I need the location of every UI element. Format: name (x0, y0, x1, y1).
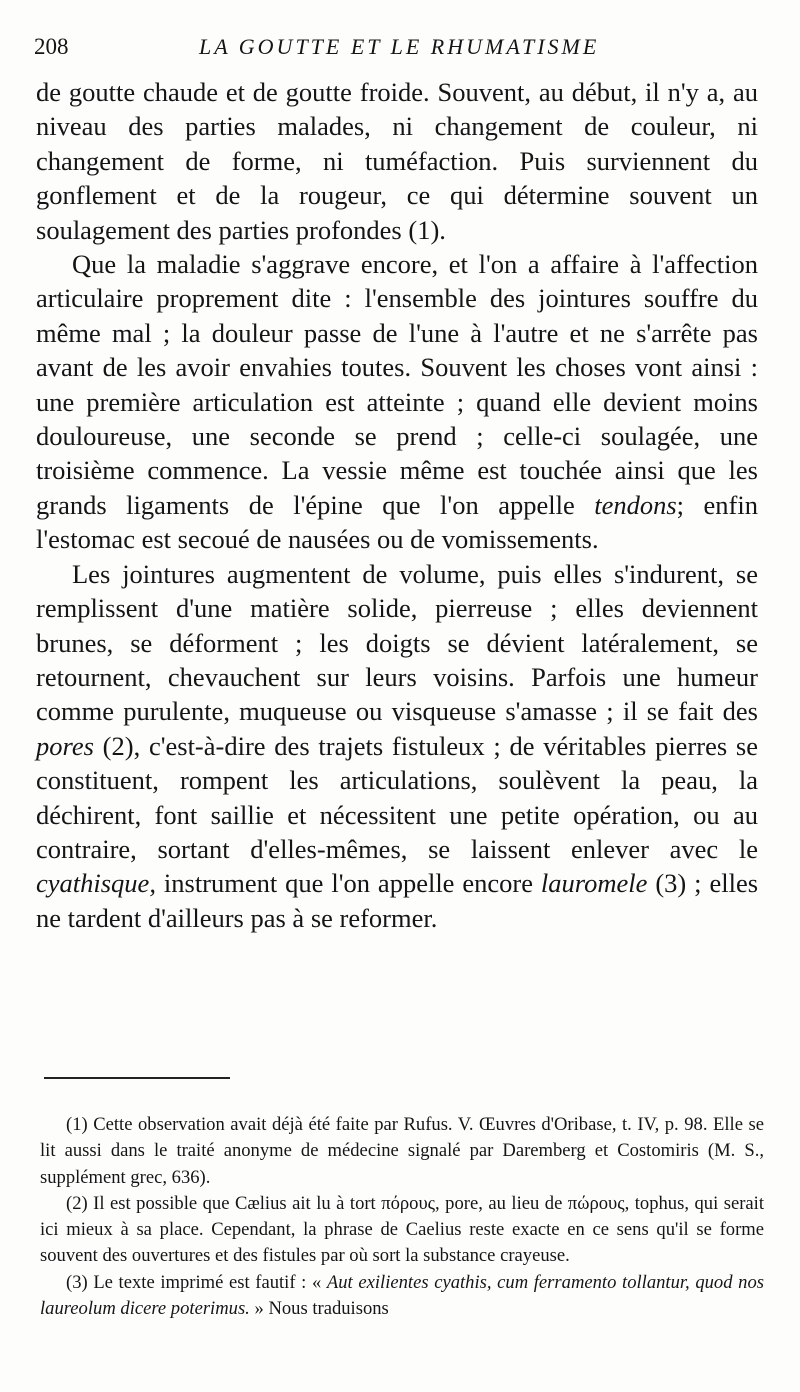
term-cyathisque: cyathisque, (36, 868, 156, 899)
footnote-3-latin: Aut exilientes cyathis, cum ferramento tollantur, quod nos laureolum dicere poterimus. (40, 1271, 764, 1320)
term-pores: pores (36, 730, 94, 761)
footnotes (40, 1112, 764, 1322)
footnote-3-text-a: (3) Le texte imprimé est fautif : « (66, 1271, 322, 1293)
footnote-1: (1) Cette observation avait déjà été faite par Rufus. V. Œuvres d'Oribase, t. IV, p. 98. Elle se lit aussi dans le traité anonyme de médecine signalé par Daremberg et Costomiris (M. S., supplément grec, 636). (40, 1114, 764, 1188)
term-lauromele: lauromele (540, 868, 648, 899)
running-head (34, 28, 774, 68)
term-tendons: tendons (594, 489, 677, 520)
footnote-3 (40, 1270, 764, 1323)
paragraph-3 (36, 557, 758, 935)
page-number: 208 (34, 34, 69, 59)
running-title: LA GOUTTE ET LE RHUMATISME (199, 34, 600, 59)
paragraph-3-text-b: (2), c'est-à-dire des trajets fistuleux ; de véritables pierres se constituent, rompent les articulations, soulèvent la peau, la déchirent, font saillie et nécessitent une petite opération, ou au contraire, sortant d'elles-mêmes, se laissent enlever avec le (36, 730, 758, 864)
footnote-3-text-b: » Nous traduisons (254, 1298, 389, 1320)
paragraph-1-text: de goutte chaude et de goutte froide. Souvent, au début, il n'y a, au niveau des parties malades, ni changement de couleur, ni changement de forme, ni tuméfaction. Puis surviennent du gonflement et de la rougeur, ce qui détermine souvent un soulagement des parties profondes (1). (36, 77, 758, 245)
paragraph-3-text-d: (3) ; elles ne tardent d'ailleurs pas à se reformer. (36, 868, 759, 933)
paragraph-1 (36, 75, 758, 247)
footnote-2: (2) Il est possible que Cælius ait lu à tort πόρους, pore, au lieu de πώρους, tophus, qui serait ici mieux à sa place. Cependant, la phrase de Caelius reste exacte en ce sens qu'il se forme souvent des ouvertures et des fistules par où sort la substance crayeuse. (40, 1192, 764, 1267)
footnote-separator (44, 1077, 230, 1079)
paragraph-3-text-a: Les jointures augmentent de volume, puis elles s'indurent, se remplissent d'une matière solide, pierreuse ; elles deviennent brunes, se déforment ; les doigts se dévient latéralement, se retournent, chevauchent sur leurs voisins. Parfois une humeur comme purulente, muqueuse ou visqueuse s'amasse ; il se fait des (36, 558, 758, 727)
paragraph-2 (36, 247, 758, 557)
paragraph-2-end: ; enfin l'estomac est secoué de nausées ou de vomissements. (36, 489, 758, 555)
main-text (36, 75, 758, 935)
paragraph-2-text: Que la maladie s'aggrave encore, et l'on a affaire à l'affection articulaire proprement dite : l'ensemble des jointures souffre du même mal ; la douleur passe de l'une à l'autre et ne s'arrête pas avant de les avoir envahies toutes. Souvent les choses vont ainsi : une première articulation est atteinte ; quand elle devient moins douloureuse, une seconde se prend ; celle-ci soulagée, une troisième commence. La vessie même est touchée ainsi que les grands ligaments de l'épine que l'on appelle (36, 249, 758, 520)
paragraph-3-text-c: instrument que l'on appelle encore (163, 868, 533, 899)
